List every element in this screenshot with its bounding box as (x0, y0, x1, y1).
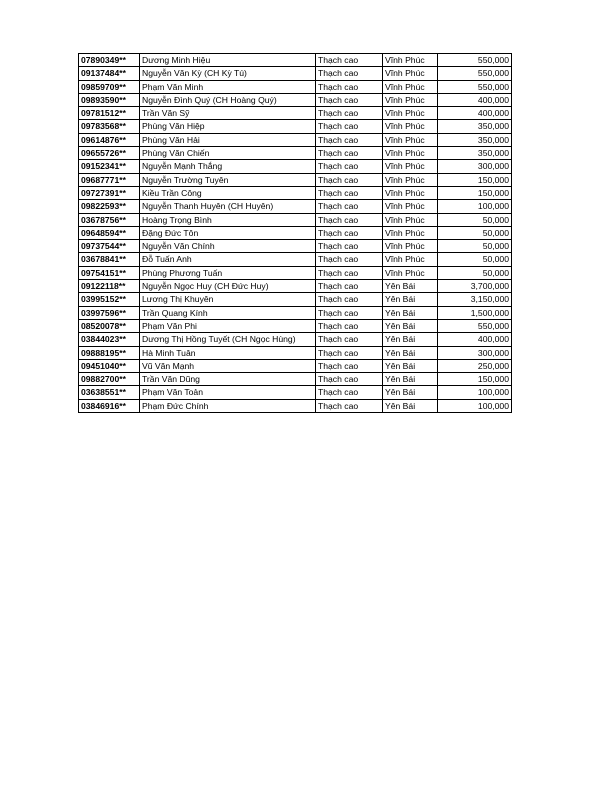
province-cell: Vĩnh Phúc (383, 80, 438, 93)
province-cell: Vĩnh Phúc (383, 266, 438, 279)
phone-cell: 09648594** (79, 226, 140, 239)
amount-cell: 550,000 (438, 319, 512, 332)
amount-cell: 3,150,000 (438, 293, 512, 306)
table-row (79, 186, 512, 199)
phone-cell: 09783568** (79, 120, 140, 133)
product-cell: Thạch cao (316, 346, 383, 359)
product-cell: Thạch cao (316, 200, 383, 213)
phone-cell: 08520078** (79, 319, 140, 332)
amount-cell: 150,000 (438, 173, 512, 186)
name-cell: Trần Quang Kính (140, 306, 316, 319)
product-cell: Thạch cao (316, 133, 383, 146)
name-cell: Dương Thị Hồng Tuyết (CH Ngọc Hùng) (140, 333, 316, 346)
amount-cell: 50,000 (438, 213, 512, 226)
name-cell: Phùng Văn Hải (140, 133, 316, 146)
product-cell: Thạch cao (316, 280, 383, 293)
phone-cell: 09888195** (79, 346, 140, 359)
province-cell: Yên Bái (383, 346, 438, 359)
table-row (79, 319, 512, 332)
amount-cell: 350,000 (438, 133, 512, 146)
document-page (78, 53, 509, 413)
table-row (79, 93, 512, 106)
phone-cell: 09882700** (79, 373, 140, 386)
table-row (79, 399, 512, 412)
name-cell: Nguyễn Thanh Huyên (CH Huyên) (140, 200, 316, 213)
phone-cell: 09859709** (79, 80, 140, 93)
province-cell: Vĩnh Phúc (383, 54, 438, 67)
phone-cell: 09152341** (79, 160, 140, 173)
product-cell: Thạch cao (316, 120, 383, 133)
table-row (79, 133, 512, 146)
province-cell: Vĩnh Phúc (383, 133, 438, 146)
province-cell: Vĩnh Phúc (383, 120, 438, 133)
table-row (79, 266, 512, 279)
name-cell: Phùng Phương Tuấn (140, 266, 316, 279)
amount-cell: 50,000 (438, 253, 512, 266)
product-cell: Thạch cao (316, 107, 383, 120)
amount-cell: 300,000 (438, 346, 512, 359)
table-row (79, 306, 512, 319)
amount-cell: 100,000 (438, 200, 512, 213)
product-cell: Thạch cao (316, 386, 383, 399)
table-body (79, 54, 512, 413)
name-cell: Phạm Văn Toản (140, 386, 316, 399)
name-cell: Nguyễn Văn Kỳ (CH Kỳ Tú) (140, 67, 316, 80)
name-cell: Hoàng Trọng Bình (140, 213, 316, 226)
product-cell: Thạch cao (316, 226, 383, 239)
table-row (79, 226, 512, 239)
amount-cell: 350,000 (438, 120, 512, 133)
province-cell: Yên Bái (383, 293, 438, 306)
province-cell: Yên Bái (383, 333, 438, 346)
amount-cell: 550,000 (438, 67, 512, 80)
product-cell: Thạch cao (316, 333, 383, 346)
name-cell: Nguyễn Văn Chính (140, 240, 316, 253)
product-cell: Thạch cao (316, 306, 383, 319)
province-cell: Yên Bái (383, 386, 438, 399)
amount-cell: 50,000 (438, 240, 512, 253)
table-row (79, 346, 512, 359)
table-row (79, 333, 512, 346)
name-cell: Vũ Văn Mạnh (140, 359, 316, 372)
table-row (79, 160, 512, 173)
name-cell: Kiều Trần Công (140, 186, 316, 199)
phone-cell: 03678841** (79, 253, 140, 266)
amount-cell: 150,000 (438, 186, 512, 199)
phone-cell: 09737544** (79, 240, 140, 253)
phone-cell: 03995152** (79, 293, 140, 306)
phone-cell: 09893590** (79, 93, 140, 106)
product-cell: Thạch cao (316, 399, 383, 412)
province-cell: Yên Bái (383, 359, 438, 372)
province-cell: Vĩnh Phúc (383, 67, 438, 80)
province-cell: Vĩnh Phúc (383, 213, 438, 226)
name-cell: Dương Minh Hiệu (140, 54, 316, 67)
name-cell: Phạm Văn Minh (140, 80, 316, 93)
name-cell: Phùng Văn Hiệp (140, 120, 316, 133)
name-cell: Đỗ Tuấn Anh (140, 253, 316, 266)
amount-cell: 3,700,000 (438, 280, 512, 293)
table-row (79, 240, 512, 253)
table-row (79, 120, 512, 133)
table-row (79, 373, 512, 386)
phone-cell: 09781512** (79, 107, 140, 120)
amount-cell: 50,000 (438, 226, 512, 239)
province-cell: Vĩnh Phúc (383, 226, 438, 239)
product-cell: Thạch cao (316, 240, 383, 253)
data-table (78, 53, 512, 413)
phone-cell: 03678756** (79, 213, 140, 226)
province-cell: Yên Bái (383, 399, 438, 412)
province-cell: Yên Bái (383, 306, 438, 319)
phone-cell: 09451040** (79, 359, 140, 372)
product-cell: Thạch cao (316, 80, 383, 93)
product-cell: Thạch cao (316, 160, 383, 173)
table-row (79, 293, 512, 306)
name-cell: Phạm Đức Chính (140, 399, 316, 412)
product-cell: Thạch cao (316, 253, 383, 266)
phone-cell: 09655726** (79, 147, 140, 160)
name-cell: Phùng Văn Chiến (140, 147, 316, 160)
product-cell: Thạch cao (316, 186, 383, 199)
product-cell: Thạch cao (316, 373, 383, 386)
table-row (79, 386, 512, 399)
name-cell: Hà Minh Tuân (140, 346, 316, 359)
phone-cell: 09727391** (79, 186, 140, 199)
table-row (79, 253, 512, 266)
province-cell: Vĩnh Phúc (383, 253, 438, 266)
phone-cell: 09137484** (79, 67, 140, 80)
product-cell: Thạch cao (316, 67, 383, 80)
name-cell: Nguyễn Đình Quý (CH Hoàng Quý) (140, 93, 316, 106)
province-cell: Vĩnh Phúc (383, 200, 438, 213)
product-cell: Thạch cao (316, 213, 383, 226)
amount-cell: 150,000 (438, 373, 512, 386)
table-row (79, 200, 512, 213)
province-cell: Vĩnh Phúc (383, 186, 438, 199)
province-cell: Vĩnh Phúc (383, 160, 438, 173)
phone-cell: 03844023** (79, 333, 140, 346)
amount-cell: 550,000 (438, 54, 512, 67)
table-row (79, 280, 512, 293)
phone-cell: 09822593** (79, 200, 140, 213)
amount-cell: 550,000 (438, 80, 512, 93)
amount-cell: 400,000 (438, 107, 512, 120)
province-cell: Vĩnh Phúc (383, 93, 438, 106)
province-cell: Vĩnh Phúc (383, 240, 438, 253)
table-row (79, 54, 512, 67)
product-cell: Thạch cao (316, 173, 383, 186)
phone-cell: 03997596** (79, 306, 140, 319)
province-cell: Yên Bái (383, 373, 438, 386)
name-cell: Đặng Đức Tôn (140, 226, 316, 239)
name-cell: Nguyễn Trường Tuyên (140, 173, 316, 186)
product-cell: Thạch cao (316, 93, 383, 106)
amount-cell: 350,000 (438, 147, 512, 160)
phone-cell: 03638551** (79, 386, 140, 399)
phone-cell: 09687771** (79, 173, 140, 186)
name-cell: Trần Văn Dũng (140, 373, 316, 386)
table-row (79, 67, 512, 80)
amount-cell: 100,000 (438, 399, 512, 412)
province-cell: Yên Bái (383, 319, 438, 332)
province-cell: Yên Bái (383, 280, 438, 293)
product-cell: Thạch cao (316, 359, 383, 372)
amount-cell: 1,500,000 (438, 306, 512, 319)
product-cell: Thạch cao (316, 266, 383, 279)
table-row (79, 173, 512, 186)
table-row (79, 147, 512, 160)
amount-cell: 50,000 (438, 266, 512, 279)
name-cell: Trần Văn Sỹ (140, 107, 316, 120)
phone-cell: 03846916** (79, 399, 140, 412)
product-cell: Thạch cao (316, 319, 383, 332)
name-cell: Nguyễn Mạnh Thắng (140, 160, 316, 173)
product-cell: Thạch cao (316, 54, 383, 67)
table-row (79, 213, 512, 226)
product-cell: Thạch cao (316, 147, 383, 160)
province-cell: Vĩnh Phúc (383, 107, 438, 120)
amount-cell: 400,000 (438, 333, 512, 346)
name-cell: Nguyễn Ngọc Huy (CH Đức Huy) (140, 280, 316, 293)
phone-cell: 09754151** (79, 266, 140, 279)
table-row (79, 80, 512, 93)
product-cell: Thạch cao (316, 293, 383, 306)
name-cell: Phạm Văn Phi (140, 319, 316, 332)
province-cell: Vĩnh Phúc (383, 173, 438, 186)
table-row (79, 359, 512, 372)
phone-cell: 09122118** (79, 280, 140, 293)
phone-cell: 09614876** (79, 133, 140, 146)
amount-cell: 400,000 (438, 93, 512, 106)
amount-cell: 100,000 (438, 386, 512, 399)
phone-cell: 07890349** (79, 54, 140, 67)
table-row (79, 107, 512, 120)
amount-cell: 300,000 (438, 160, 512, 173)
amount-cell: 250,000 (438, 359, 512, 372)
name-cell: Lương Thị Khuyên (140, 293, 316, 306)
province-cell: Vĩnh Phúc (383, 147, 438, 160)
